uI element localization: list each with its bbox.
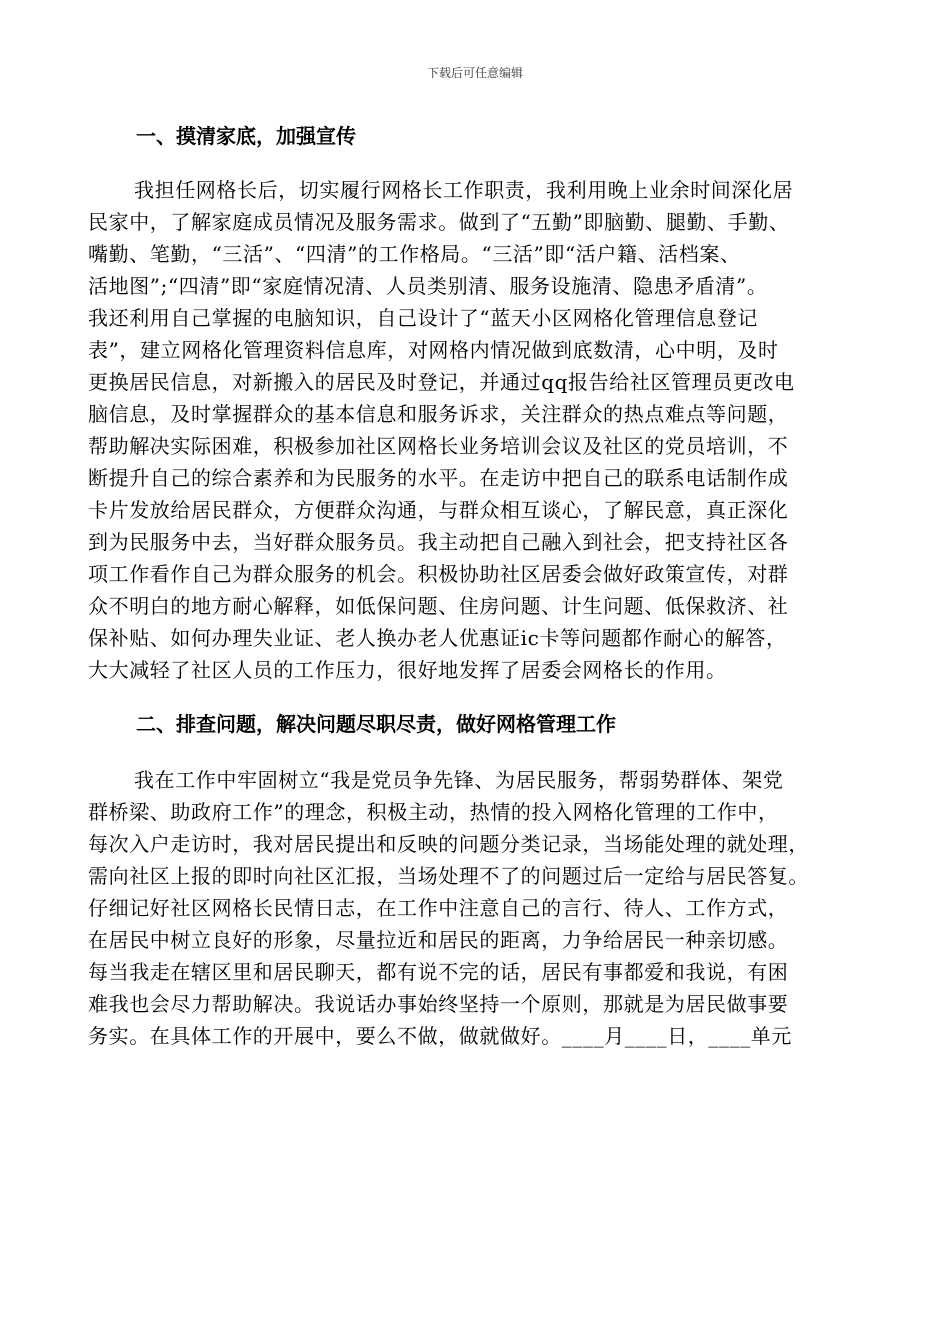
paragraph-line: 群桥梁、助政府工作”的理念，积极主动，热情的投入网格化管理的工作中， <box>88 800 779 824</box>
paragraph-line: 仔细记好社区网格长民情日志，在工作中注意自己的言行、待人、工作方式， <box>88 896 789 920</box>
paragraph-line: 每次入户走访时，我对居民提出和反映的问题分类记录，当场能处理的就处理， <box>88 832 809 856</box>
paragraph-line: 众不明白的地方耐心解释，如低保问题、住房问题、计生问题、低保救济、社 <box>88 594 789 618</box>
page-header: 下载后可任意编辑 <box>426 66 523 80</box>
section-2-paragraph <box>88 764 878 1052</box>
paragraph-line: 在居民中树立良好的形象，尽量拉近和居民的距离，力争给居民一种亲切感。 <box>88 928 789 952</box>
paragraph-line: 更换居民信息，对新搬入的居民及时登记，并通过qq报告给社区管理员更改电 <box>88 370 795 394</box>
paragraph-line: 表”，建立网格化管理资料信息库，对网格内情况做到底数清，心中明，及时 <box>88 338 779 362</box>
paragraph-line: 到为民服务中去，当好群众服务员。我主动把自己融入到社会，把支持社区各 <box>88 530 789 554</box>
paragraph-line: 断提升自己的综合素养和为民服务的水平。在走访中把自己的联系电话制作成 <box>88 466 789 490</box>
paragraph-line: 大大减轻了社区人员的工作压力，很好地发挥了居委会网格长的作用。 <box>88 658 727 682</box>
paragraph-line: 需向社区上报的即时向社区汇报，当场处理不了的问题过后一定给与居民答复。 <box>88 864 809 888</box>
paragraph-line: 项工作看作自己为群众服务的机会。积极协助社区居委会做好政策宣传，对群 <box>88 562 789 586</box>
section-heading-2: 二、排查问题，解决问题尽职尽责，做好网格管理工作 <box>136 712 616 736</box>
paragraph-line: 活地图”;“四清”即“家庭情况清、人员类别清、服务设施清、隐患矛盾清”。 <box>88 274 768 298</box>
paragraph-line: 帮助解决实际困难，积极参加社区网格长业务培训会议及社区的党员培训，不 <box>88 434 789 458</box>
paragraph-line: 我担任网格长后，切实履行网格长工作职责，我利用晚上业余时间深化居 <box>134 178 794 202</box>
paragraph-line: 嘴勤、笔勤，“三活”、“四清”的工作格局。“三活”即“活户籍、活档案、 <box>88 242 741 266</box>
paragraph-line: 务实。在具体工作的开展中，要么不做，做就做好。____月____日，____单元 <box>88 1024 792 1048</box>
section-heading-1: 一、摸清家底，加强宣传 <box>136 124 356 148</box>
paragraph-line: 卡片发放给居民群众，方便群众沟通，与群众相互谈心，了解民意，真正深化 <box>88 498 789 522</box>
paragraph-line: 我还利用自己掌握的电脑知识，自己设计了“蓝天小区网格化管理信息登记 <box>88 306 759 330</box>
paragraph-line: 保补贴、如何办理失业证、老人换办老人优惠证ic卡等问题都作耐心的解答， <box>88 626 787 650</box>
document-body <box>88 118 878 1052</box>
paragraph-line: 脑信息，及时掌握群众的基本信息和服务诉求，关注群众的热点难点等问题， <box>88 402 789 426</box>
section-1-paragraph <box>88 174 878 686</box>
paragraph-line: 我在工作中牢固树立“我是党员争先锋、为居民服务，帮弱势群体、架党 <box>134 768 784 792</box>
paragraph-line: 民家中，了解家庭成员情况及服务需求。做到了“五勤”即脑勤、腿勤、手勤、 <box>88 210 790 234</box>
paragraph-line: 每当我走在辖区里和居民聊天，都有说不完的话，居民有事都爱和我说，有困 <box>88 960 789 984</box>
paragraph-line: 难我也会尽力帮助解决。我说话办事始终坚持一个原则，那就是为居民做事要 <box>88 992 789 1016</box>
